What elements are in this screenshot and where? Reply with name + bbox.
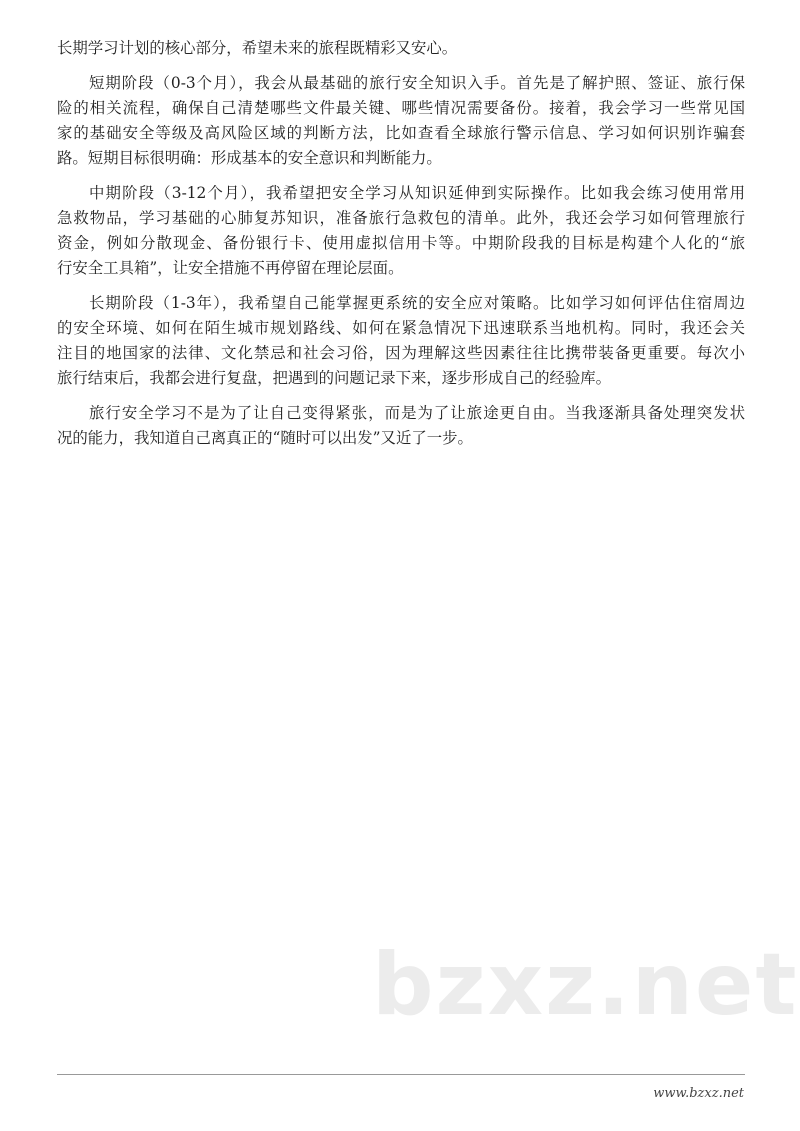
watermark: bzxz.net bbox=[372, 935, 799, 1035]
text-line: 家的基础安全等级及高风险区域的判断方法，比如查看全球旅行警示信息、学习如何识别诈骗套 bbox=[57, 124, 745, 142]
text-line: 长期阶段（1-3年），我希望自己能掌握更系统的安全应对策略。比如学习如何评估住宿周边 bbox=[89, 294, 745, 312]
paragraph bbox=[57, 181, 745, 281]
text-line: 险的相关流程，确保自己清楚哪些文件最关键、哪些情况需要备份。接着，我会学习一些常见国 bbox=[57, 99, 745, 117]
text-line: 旅行安全学习不是为了让自己变得紧张，而是为了让旅途更自由。当我逐渐具备处理突发状 bbox=[89, 404, 745, 422]
text-line: 急救物品，学习基础的心肺复苏知识，准备旅行急救包的清单。此外，我还会学习如何管理旅行 bbox=[57, 209, 745, 227]
paragraph bbox=[57, 71, 745, 171]
paragraph bbox=[57, 401, 745, 451]
text-line: 短期阶段（0-3个月），我会从最基础的旅行安全知识入手。首先是了解护照、签证、旅行保 bbox=[89, 74, 745, 92]
document-body bbox=[57, 36, 745, 461]
text-line: 的安全环境、如何在陌生城市规划路线、如何在紧急情况下迅速联系当地机构。同时，我还会关 bbox=[57, 319, 745, 337]
text-line: 长期学习计划的核心部分，希望未来的旅程既精彩又安心。 bbox=[57, 39, 458, 57]
paragraph bbox=[57, 36, 745, 61]
text-line: 况的能力，我知道自己离真正的“随时可以出发”又近了一步。 bbox=[57, 429, 473, 447]
footer-divider bbox=[57, 1074, 745, 1075]
text-line: 旅行结束后，我都会进行复盘，把遇到的问题记录下来，逐步形成自己的经验库。 bbox=[57, 369, 612, 387]
text-line: 资金，例如分散现金、备份银行卡、使用虚拟信用卡等。中期阶段我的目标是构建个人化的“旅 bbox=[57, 234, 745, 252]
text-line: 路。短期目标很明确：形成基本的安全意识和判断能力。 bbox=[57, 149, 442, 167]
text-line: 行安全工具箱”，让安全措施不再停留在理论层面。 bbox=[57, 259, 404, 277]
footer-url: www.bzxz.net bbox=[653, 1086, 744, 1101]
paragraph bbox=[57, 291, 745, 391]
text-line: 中期阶段（3-12个月），我希望把安全学习从知识延伸到实际操作。比如我会练习使用常用 bbox=[89, 184, 745, 202]
text-line: 注目的地国家的法律、文化禁忌和社会习俗，因为理解这些因素往往比携带装备更重要。每次小 bbox=[57, 344, 745, 362]
